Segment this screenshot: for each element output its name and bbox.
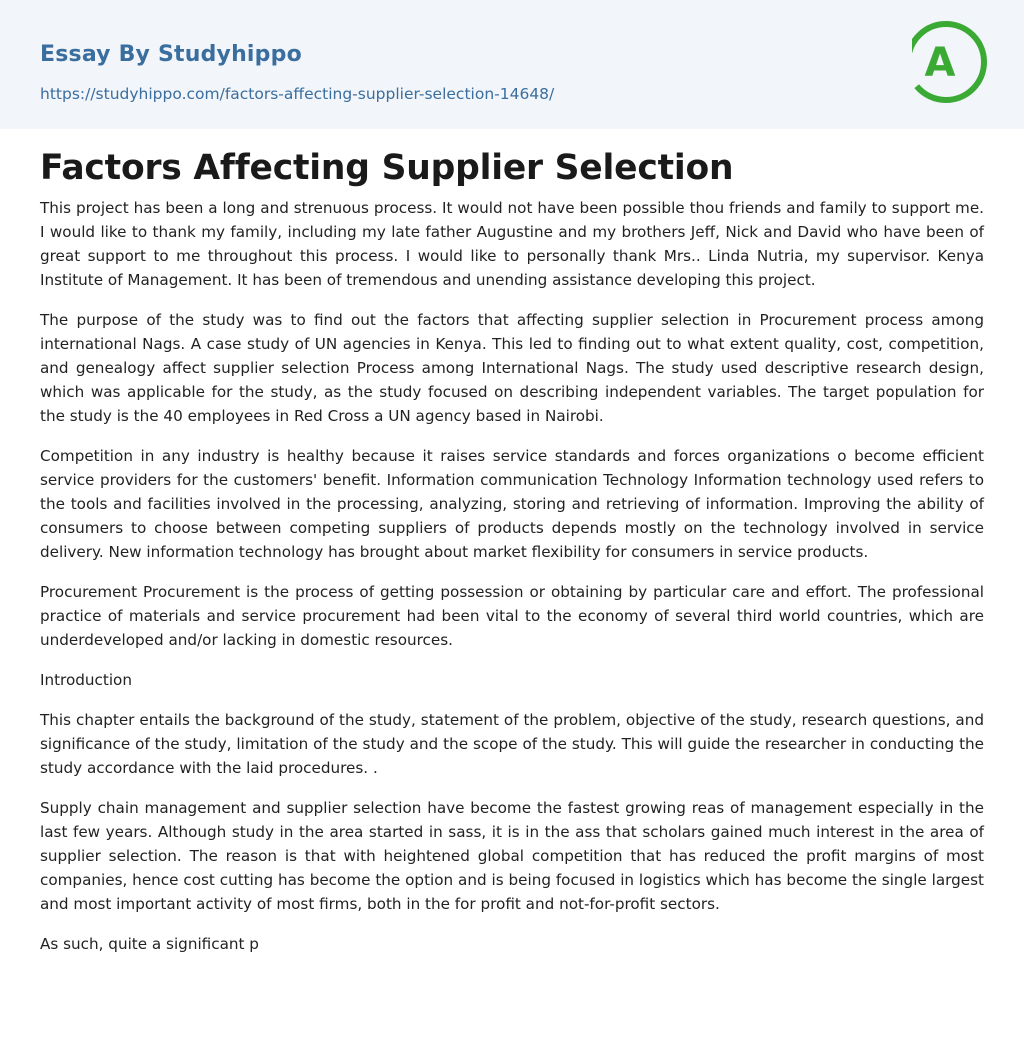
brand-title[interactable]: Essay By Studyhippo: [40, 42, 302, 67]
logo-letter: A: [924, 40, 956, 86]
essay-paragraph: This project has been a long and strenuous process. It would not have been possible thou friends and family to support me. I would like to thank my family, including my late father Augustine and my brothers Jeff, Nick and David who have been of great support to me throughout this process. I would like to personally thank Mrs.. Linda Nutria, my supervisor. Kenya Institute of Management. It has been of tremendous and unending assistance developing this project.: [40, 199, 984, 289]
studyhippo-logo-icon[interactable]: [912, 18, 988, 106]
section-heading-introduction: Introduction: [40, 671, 132, 689]
essay-paragraph-truncated: As such, quite a significant p: [40, 935, 259, 953]
essay-content: [40, 146, 984, 972]
essay-paragraph: Procurement Procurement is the process of getting possession or obtaining by particular care and effort. The professional practice of materials and service procurement had been vital to the economy of several third world countries, which are underdeveloped and/or lacking in domestic resources.: [40, 583, 984, 649]
essay-paragraph: This chapter entails the background of the study, statement of the problem, objective of the study, research questions, and significance of the study, limitation of the study and the scope of the study. This will guide the researcher in conducting the study accordance with the laid procedures. .: [40, 711, 984, 777]
essay-url-link[interactable]: https://studyhippo.com/factors-affecting-supplier-selection-14648/: [40, 85, 555, 103]
essay-paragraph: Competition in any industry is healthy because it raises service standards and forces organizations o become efficient service providers for the customers' benefit. Information communication Technology Information technology used refers to the tools and facilities involved in the processing, analyzing, storing and retrieving of information. Improving the ability of consumers to choose between competing suppliers of products depends mostly on the technology involved in service delivery. New information technology has brought about market flexibility for consumers in service products.: [40, 447, 984, 561]
site-header: [0, 0, 1024, 129]
essay-title: Factors Affecting Supplier Selection: [40, 148, 734, 188]
essay-paragraph: Supply chain management and supplier selection have become the fastest growing reas of management especially in the last few years. Although study in the area started in sass, it is in the ass that scholars gained much interest in the area of supplier selection. The reason is that with heightened global competition that has reduced the profit margins of most companies, hence cost cutting has become the option and is being focused in logistics which has become the single largest and most important activity of most firms, both in the for profit and not-for-profit sectors.: [40, 799, 984, 913]
essay-paragraph: The purpose of the study was to find out the factors that affecting supplier selection in Procurement process among international Nags. A case study of UN agencies in Kenya. This led to finding out to what extent quality, cost, competition, and genealogy affect supplier selection Process among International Nags. The study used descriptive research design, which was applicable for the study, as the study focused on describing independent variables. The target population for the study is the 40 employees in Red Cross a UN agency based in Nairobi.: [40, 311, 984, 425]
